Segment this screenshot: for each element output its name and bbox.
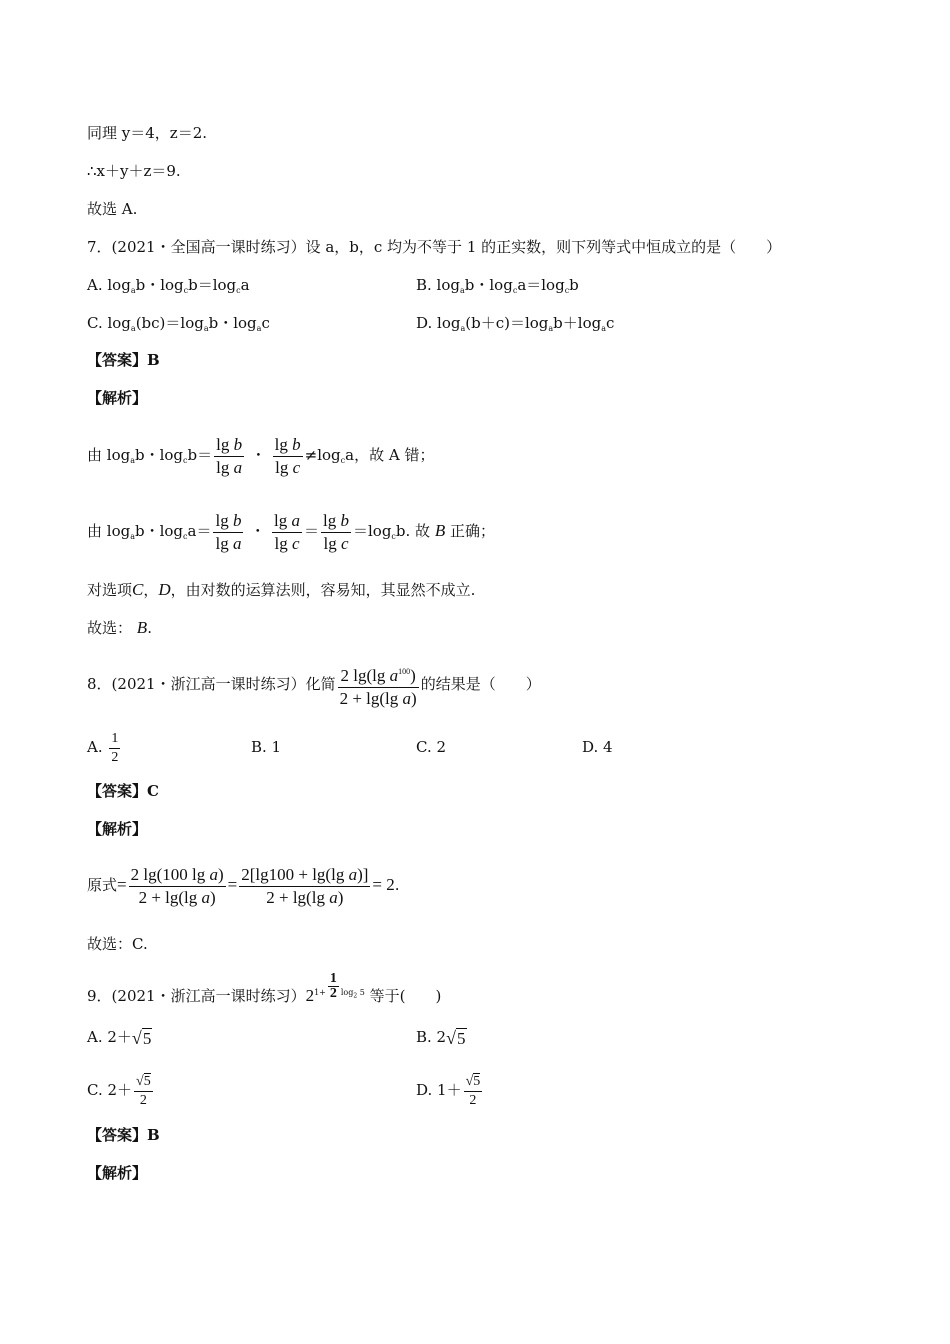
q7-analysis-line-2: 由 $\log_ab$・$\log_ca=$ $\frac{\text{lg b}}{\text{lg a}}$ ・ $\frac{\text{lg a}}{\text{lg c}}$ ＝ $\frac{\text{lg b}}{\text{lg c}}$ $=\log_cb$. 故 B 正确； [87,510,496,553]
question-7-stem: 7．(2021・全国高一课时练习）设 a，b，c 均为不等于 1 的正实数，则下列等式中恒成立的是（ ） [87,238,782,256]
question-8-stem: 8．(2021・浙江高一课时练习）化简 $\frac{2 \lg(\lg a^{100})}{\text{2 + lg(lg a)}}$ 的结果是（ ） [87,656,541,712]
question-9-stem: 9．(2021・浙江高一课时练习）21+ $\frac{1}{2}$ $\log_2 5$ 等于( ) [87,971,442,1005]
text-line: 同理 y＝4，z＝2. [87,124,208,142]
q7-option-a: A. $\log_ab$・$\log_cb=\log_ca$ [87,276,250,295]
q7-analysis-line-1: 由 $\log_ab$・$\log_cb=$ $\frac{\text{lg b}}{\text{lg a}}$ ・ $\frac{\text{lg b}}{\text{lg c}}$ $\ne\log_ca$，故 A 错； [87,434,435,477]
q9-answer: 【答案】B [87,1126,160,1144]
q8-analysis-heading: 【解析】 [87,820,148,838]
q7-option-d: D. $\log_a(b+c)=\log_ab+\log_ac$ [416,314,615,333]
q7-option-c: C. $\log_a(bc)=\log_ab$・$\log_ac$ [87,314,270,333]
q8-option-b: B. 1 [251,738,282,756]
q9-analysis-heading: 【解析】 [87,1164,148,1182]
q7-option-b: B. $\log_ab$・$\log_ca=\log_cb$ [416,276,579,295]
q8-conclusion: 故选：C. [87,935,148,953]
q8-answer: 【答案】C [87,782,159,800]
q9-option-a: A. 2＋√5 [87,1027,152,1048]
q7-answer: 【答案】B [87,351,160,369]
q8-option-c: C. 2 [416,738,447,756]
q7-analysis-line-3: 对选项C，D，由对数的运算法则，容易知，其显然不成立. [87,580,476,599]
text-line: ∴x＋y＋z＝9. [87,162,181,180]
text-line: 故选 A. [87,200,138,218]
q9-option-d: D. 1＋ $\frac{√5}{2}$ [416,1073,481,1108]
q7-analysis-line-4: 故选： B. [87,618,152,637]
q7-analysis-heading: 【解析】 [87,389,148,407]
q8-option-d: D. 4 [582,738,613,756]
q9-option-b: B. 2√5 [416,1027,466,1048]
q8-option-a: A. $\frac{1}{2}$ [87,730,119,765]
q8-analysis-work: 原式= $\frac{\text{2 lg(100 lg a)}}{\text{2 + lg(lg a)}}$ = $\frac{\text{2[lg100 + lg(lg a)]}}{\text{2 + lg(lg a)}}$ = 2. [87,864,400,907]
q9-option-c: C. 2＋ $\frac{√5}{2}$ [87,1073,151,1108]
